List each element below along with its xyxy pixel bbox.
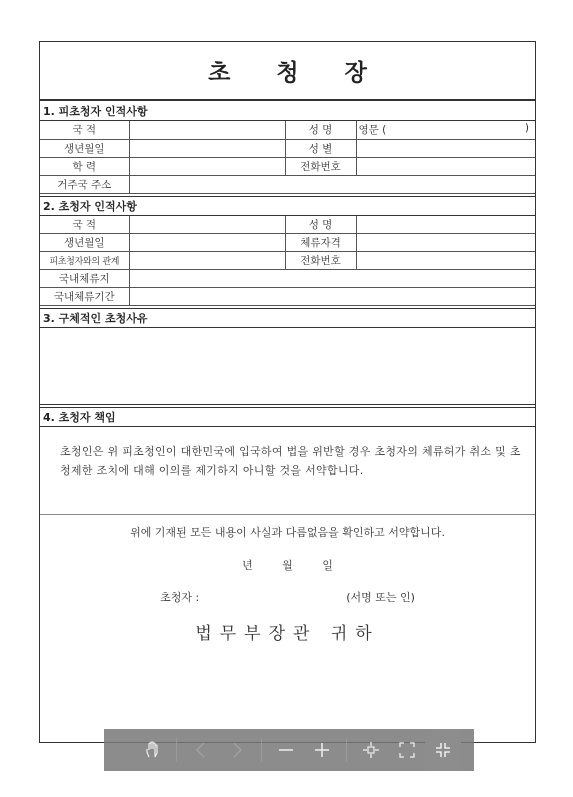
label-birthdate: 생년월일 [40,139,129,157]
field-phone[interactable] [356,252,535,270]
table-row [40,121,535,139]
field-name[interactable] [356,216,535,234]
next-icon[interactable] [219,729,255,771]
field-education[interactable] [129,157,285,175]
signature-note: (서명 또는 인) [346,591,415,604]
invitation-reason-field[interactable] [40,328,535,405]
label-address: 거주국 주소 [40,175,129,193]
table-row [40,139,535,157]
zoom-in-icon[interactable] [304,729,340,771]
section1-heading: 1. 피초청자 인적사항 [40,101,535,121]
signer-label: 초청자 : [160,591,200,604]
title-char-2: 청 [276,59,299,86]
field-domestic-address[interactable] [129,270,535,288]
title-char-3: 장 [344,59,367,86]
table-row [40,288,535,306]
table-row [40,157,535,175]
section1-table [40,121,535,194]
section2-table [40,216,535,307]
field-gender[interactable] [356,139,535,157]
section3-heading: 3. 구체적인 초청사유 [40,308,535,328]
hand-icon[interactable] [134,729,170,771]
label-visa-status: 체류자격 [285,234,356,252]
invitation-form [39,41,536,743]
english-name-prefix: 영문 ( [358,124,387,137]
form-title [40,42,535,101]
field-address[interactable] [129,175,535,193]
english-name-suffix: ) [524,122,529,135]
label-nationality: 국 적 [40,121,129,139]
confirm-statement: 위에 기재된 모든 내용이 사실과 다름없음을 확인하고 서약합니다. [130,526,445,539]
table-row [40,234,535,252]
label-domestic-address: 국내체류지 [40,270,129,288]
field-nationality[interactable] [129,121,285,139]
label-phone: 전화번호 [285,252,356,270]
table-row [40,270,535,288]
addressee: 법무부장관 귀하 [195,624,380,644]
fullscreen-icon[interactable] [389,729,425,771]
date-line: 년 월 일 [242,559,333,572]
fit-page-icon[interactable] [353,729,389,771]
exit-fullscreen-icon[interactable] [425,729,461,771]
prev-icon[interactable] [183,729,219,771]
table-row [40,252,535,270]
label-name: 성 명 [285,121,356,139]
signature-line [40,589,535,605]
label-relationship: 피초청자와의 관계 [40,252,129,270]
field-birthdate[interactable] [129,139,285,157]
field-stay-period[interactable] [129,288,535,306]
zoom-out-icon[interactable] [268,729,304,771]
field-name[interactable] [356,121,535,139]
title-char-1: 초 [208,59,231,86]
section2-heading: 2. 초청자 인적사항 [40,196,535,216]
label-phone: 전화번호 [285,157,356,175]
section4-heading: 4. 초청자 책임 [40,407,535,427]
field-nationality[interactable] [129,216,285,234]
field-phone[interactable] [356,157,535,175]
label-nationality: 국 적 [40,216,129,234]
pledge-text: 초청인은 위 피초청인이 대한민국에 입국하여 법을 위반할 경우 초청자의 체류허가 취소 및 초청제한 조치에 대해 이의를 제기하지 아니할 것을 서약합니다. [40,427,535,515]
viewer-toolbar [104,729,474,771]
label-education: 학 력 [40,157,129,175]
field-relationship[interactable] [129,252,285,270]
label-stay-period: 국내체류기간 [40,288,129,306]
field-birthdate[interactable] [129,234,285,252]
table-row [40,216,535,234]
label-birthdate: 생년월일 [40,234,129,252]
field-visa-status[interactable] [356,234,535,252]
label-name: 성 명 [285,216,356,234]
label-gender: 성 별 [285,139,356,157]
table-row [40,175,535,193]
